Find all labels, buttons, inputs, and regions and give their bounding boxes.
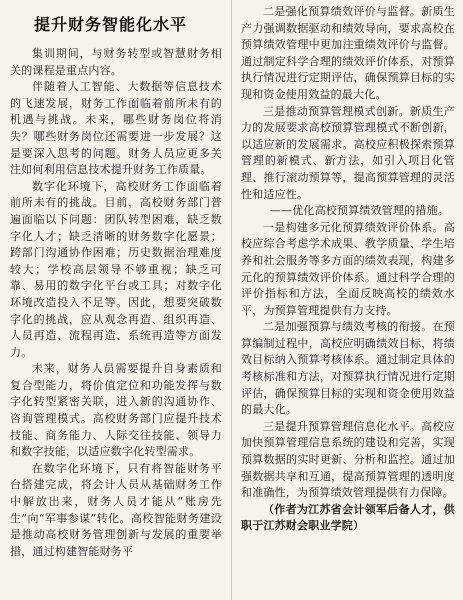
paragraph: 在数字化环境下，只有将智能财务平台搭建完成，将会计人员从基础财务工作中解放出来，财务人员才能从“账房先生”向“军事参谋”转化。高校智能财务建设是推动高校财务管理创新与发展的重要举措，通过构建智能财务平 [10, 461, 222, 558]
paragraph: 三是提升预算管理信息化水平。高校应加快预算管理信息系统的建设和完善，实现预算数据的实时更新、分析和监控。通过加强数据共享和互通，提高预算管理的透明度和准确性，为预算绩效管理提供有力保障。 [241, 419, 455, 500]
paragraph: 集训期间，与财务转型或智慧财务相关的课程是重点内容。 [10, 47, 222, 77]
paragraph: 伴随着人工智能、大数据等信息技术的飞速发展，财务工作面临着前所未有的机遇与挑战。未来，哪些财务岗位将消失？哪些财务岗位还需要进一步发展？这是要深入思考的问题。财务人员应更多关注如何利用信息技术提升财务工作质量。 [10, 80, 222, 177]
author-note: （作者为江苏省会计领军后备人才，供职于江苏财会职业学院） [241, 502, 455, 533]
right-column [235, 0, 463, 600]
paragraph: 数字化环境下，高校财务工作面临着前所未有的挑战。目前，高校财务部门普遍面临以下问题：团队转型困难，缺乏数字化人才；缺乏清晰的财务数字化愿景；跨部门沟通协作困难；历史数据治理难度较大；学校高层领导不够重视；缺乏可靠、易用的数字化平台或工具；对数字化环境改造投入不足等。因此，想要突破数字化的挑战，应从观念再造、组织再造、人员再造、流程再造、系统再造等方面发力。 [10, 179, 222, 359]
paragraph: 二是强化预算绩效评价与监督。新质生产力强调数据驱动和绩效导向，要求高校在预算绩效管理中更加注重绩效评价与监督。通过制定科学合理的绩效评价体系，对预算执行情况进行定期评估，确保预算目标的实现和资金使用效益的最大化。 [241, 5, 455, 101]
paragraph: 三是推动预算管理模式创新。新质生产力的发展要求高校预算管理模式不断创新，以适应新的发展需求。高校应积极探索预算管理的新模式、新方法，如引入项目化管理、推行滚动预算等，提高预算管理的灵活性和适应性。 [241, 104, 455, 201]
paragraph: 一是构建多元化预算绩效评价体系。高校应综合考虑学术成果、教学质量、学生培养和社会服务等多方面的绩效表现，构建多元化的预算绩效评价体系。通过科学合理的评价指标和方法，全面反映高校的绩效水平，为预算管理提供有力支持。 [241, 220, 455, 317]
left-column [0, 0, 228, 600]
column-divider [231, 0, 232, 600]
section-heading: ——优化高校预算绩效管理的措施。 [269, 204, 449, 218]
paragraph: 二是加强预算与绩效考核的衔接。在预算编制过程中，高校应明确绩效目标，将绩效目标纳入预算考核体系。通过制定具体的考核标准和方法，对预算执行情况进行定期评估，确保预算目标的实现和资金使用效益的最大化。 [241, 320, 455, 417]
article-title: 提升财务智能化水平 [34, 15, 188, 34]
paragraph: 未来，财务人员需要提升自身素质和复合型能力，将价值定位和功能发挥与数字化转型紧密关联，进入新的沟通协作、咨询管理模式。高校财务部门应提升技术技能、商务能力、人际交往技能、领导力和数字技能，以适应数字化转型需求。 [10, 362, 222, 459]
